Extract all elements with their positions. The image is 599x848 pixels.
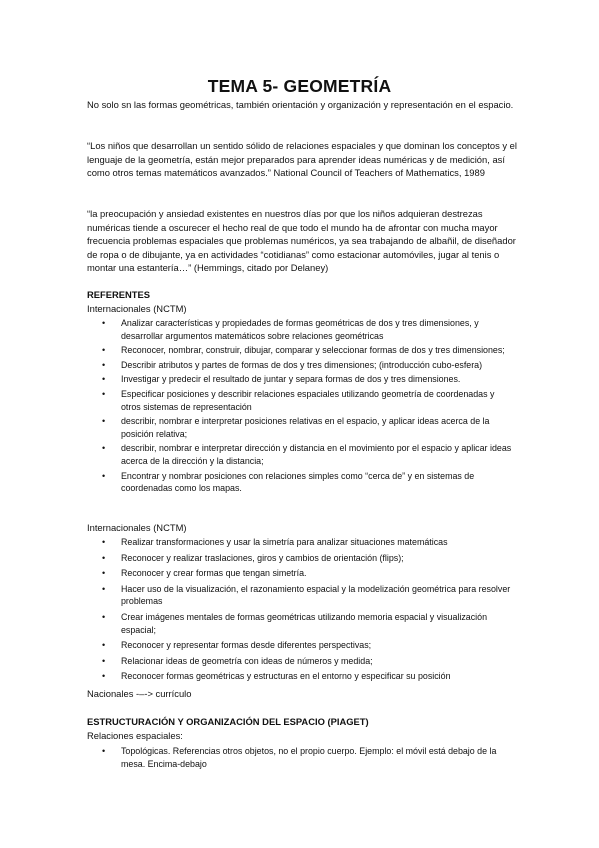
bullet-icon: • [102,611,106,622]
list-item: • Investigar y predecir el resultado de juntar y separa formas de dos y tres dimensiones. [102,374,461,385]
list-item: • Realizar transformaciones y usar la simetría para analizar situaciones matemáticas [102,537,448,547]
bullet-icon: • [102,552,106,563]
bullet-icon: • [102,537,106,547]
bullet-icon: • [102,655,106,666]
bullet-icon: • [102,388,106,399]
bullet-icon: • [102,568,106,579]
list-item: • Analizar características y propiedades de formas geométricas de dos y tres dimensiones, y desarrollar argumentos matemáticos sobre relaciones geométricas [102,318,479,341]
bullet-icon: • [102,374,106,385]
list-item: • Crear imágenes mentales de formas geométricas utilizando memoria espacial y visualización espacial; [102,611,488,635]
bullet-icon: • [102,359,106,370]
nctm-quote-paragraph: “Los niños que desarrollan un sentido sólido de relaciones espaciales y que dominan los conceptos y el lenguaje de la geometría, están mejor preparados para aprender ideas numéricas y de medición, así como otros temas matemáticos avanzados.” National Council of Teachers of Mathematics, 1989 [87,140,517,179]
bullet-icon: • [102,416,106,427]
list-item: • describir, nombrar e interpretar posiciones relativas en el espacio, y aplicar ideas acerca de la posición relativa; [102,416,490,439]
list-item: • Reconocer y representar formas desde diferentes perspectivas; [102,640,372,651]
estructuracion-heading: ESTRUCTURACIÓN Y ORGANIZACIÓN DEL ESPACIO (PIAGET) [87,716,369,727]
list-item: • Especificar posiciones y describir relaciones espaciales utilizando geometría de coordenadas y otros sistemas de representación [102,388,495,412]
list-item: • Describir atributos y partes de formas de dos y tres dimensiones; (introducción cubo-esfera) [102,359,483,370]
referentes-heading: REFERENTES [87,289,151,300]
list-item: • describir, nombrar e interpretar dirección y distancia en el movimiento por el espacio y aplicar ideas acerca de la dirección y la distancia; [102,443,512,466]
intro-paragraph: No solo sn las formas geométricas, también orientación y organización y representación en el espacio. [87,99,514,110]
relaciones-label: Relaciones espaciales: [87,730,183,741]
section1-list [102,317,516,495]
hemmings-quote-paragraph: “la preocupación y ansiedad existentes en nuestros días por que los niños adquieran destrezas numéricas tiende a oscurecer el hecho real de que todo el mundo ha de afrontar con mucha mayor frecuencia problemas espaciales que problemas numéricos, ya sea trabajando de albañil, de diseñador de ropa o de dibujante, ya en actividades “cotidianas” como estacionar automóviles, jugar al tenis o montar una estantería…” (Hemmings, citado por Delaney) [87,208,516,274]
list-item: • Hacer uso de la visualización, el razonamiento espacial y la modelización geométrica para resolver problemas [102,583,511,607]
page-title: TEMA 5- GEOMETRÍA [207,76,392,96]
list-item: • Reconocer y realizar traslaciones, giros y cambios de orientación (flips); [102,552,404,563]
list-item: • Reconocer formas geométricas y estructuras en el entorno y especificar su posición [102,671,451,682]
section2-list [102,536,516,683]
list-item: • Topológicas. Referencias otros objetos, no el propio cuerpo. Ejemplo: el móvil está debajo de la mesa. Encima-debajo [102,746,497,769]
list-item: • Encontrar y nombrar posiciones con relaciones simples como “cerca de” y en sistemas de coordenadas como los mapas. [102,470,475,494]
bullet-icon: • [102,318,106,328]
relaciones-list [102,745,516,770]
bullet-icon: • [102,640,106,651]
bullet-icon: • [102,470,106,481]
bullet-icon: • [102,671,106,682]
list-item: • Reconocer y crear formas que tengan simetría. [102,568,307,579]
bullet-icon: • [102,746,106,756]
list-item: • Relacionar ideas de geometría con ideas de números y medida; [102,655,373,666]
bullet-icon: • [102,345,106,356]
bullet-icon: • [102,443,106,454]
section1-label: Internacionales (NCTM) [87,303,187,314]
list-item: • Reconocer, nombrar, construir, dibujar, comparar y seleccionar formas de dos y tres dimensiones; [102,345,505,356]
bullet-icon: • [102,583,106,594]
section2-label: Internacionales (NCTM) [87,522,187,533]
nacionales-label: Nacionales -–-> currículo [87,688,192,699]
